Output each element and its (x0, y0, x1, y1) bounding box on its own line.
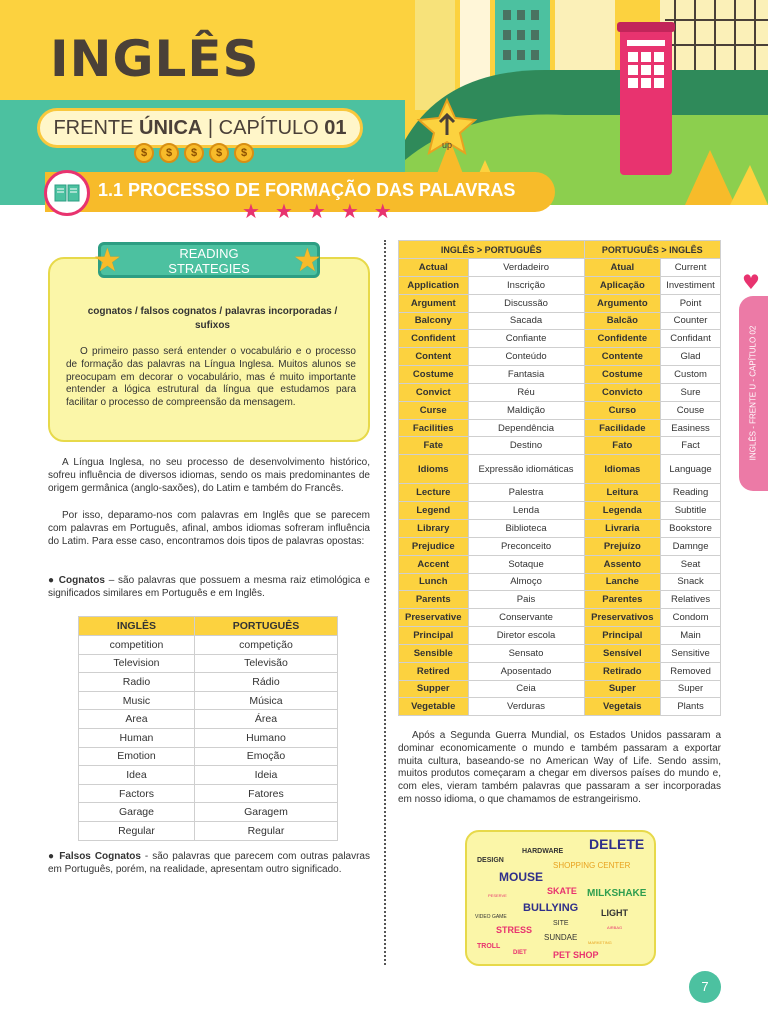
cell-pt-term: Legenda (584, 502, 661, 520)
table-row (399, 401, 721, 419)
cell-en-meaning: Dependência (468, 419, 584, 437)
cell-pt-meaning: Snack (661, 573, 721, 591)
cell-pt-meaning: Damnge (661, 537, 721, 555)
cell-pt-meaning: Fact (661, 437, 721, 455)
cell-pt-term: Assento (584, 555, 661, 573)
cloud-word: AIRBAG (607, 925, 623, 930)
cell-en: Regular (79, 821, 195, 840)
cloud-word: DESIGN (477, 857, 504, 864)
cell-en-meaning: Discussão (468, 294, 584, 312)
cell-pt-term: Retirado (584, 662, 661, 680)
table-header-row (399, 241, 721, 259)
table-row (79, 784, 338, 803)
cloud-word: HARDWARE (522, 848, 564, 855)
cell-pt-term: Leitura (584, 484, 661, 502)
cloud-word: SKATE (547, 886, 577, 896)
cell-en-meaning: Preconceito (468, 537, 584, 555)
cell-pt: Televisão (194, 654, 337, 673)
cell-en-meaning: Verdadeiro (468, 259, 584, 277)
cloud-word: DELETE (589, 836, 645, 852)
table-row (399, 680, 721, 698)
table-row (399, 537, 721, 555)
cloud-word: DIET (513, 950, 527, 956)
table-row (79, 728, 338, 747)
cell-en-meaning: Conservante (468, 609, 584, 627)
cell-en-term: Legend (399, 502, 469, 520)
cell-en-meaning: Confiante (468, 330, 584, 348)
cell-pt: Humano (194, 728, 337, 747)
cell-pt-meaning: Custom (661, 366, 721, 384)
cell-en-term: Facilities (399, 419, 469, 437)
table-row (79, 803, 338, 822)
cell-en-term: Curse (399, 401, 469, 419)
paragraph-estrangeirismo: Após a Segunda Guerra Mundial, os Estados Unidos passaram a dominar economicamente o mundo e também passaram a exportar muita cultura, baseando-se no American Way of Life. Sendo assim, muitos produtos começaram a chegar em diversos países do mundo e, com eles, vieram também palavras que passaram a ser incorporadas em nosso idioma, o que chamamos de estrangeirismo. (398, 730, 721, 805)
cell-en-term: Supper (399, 680, 469, 698)
table-row (399, 662, 721, 680)
table-row (399, 555, 721, 573)
star-icon: ★ (373, 199, 392, 223)
cell-pt: Música (194, 691, 337, 710)
cloud-word: SUNDAE (544, 933, 578, 942)
cell-en-term: Prejudice (399, 537, 469, 555)
table-row (399, 591, 721, 609)
star-icon: ★ (93, 241, 122, 279)
cell-en-meaning: Destino (468, 437, 584, 455)
section-title: 1.1 PROCESSO DE FORMAÇÃO DAS PALAVRAS (98, 180, 516, 200)
cell-pt-term: Confidente (584, 330, 661, 348)
cell-pt: Garagem (194, 803, 337, 822)
cell-en-term: Confident (399, 330, 469, 348)
table-row (399, 348, 721, 366)
table-row (399, 330, 721, 348)
falsos-cognatos-text: - são palavras que parecem com outras palavras em Português, porém, na realidade, apresentam outro significado. (48, 851, 370, 875)
table-row (399, 698, 721, 716)
cell-en-meaning: Palestra (468, 484, 584, 502)
cell-en-meaning: Sotaque (468, 555, 584, 573)
cell-en-term: Principal (399, 627, 469, 645)
cognates-table (78, 616, 338, 841)
cell-en-term: Fate (399, 437, 469, 455)
column-header: PORTUGUÊS (194, 617, 337, 636)
ribbon-line-1: READING (179, 246, 239, 261)
table-row (399, 627, 721, 645)
cell-pt-term: Idiomas (584, 455, 661, 484)
cell-pt-term: Principal (584, 627, 661, 645)
frente-chapter-pill (37, 108, 363, 148)
cloud-word: SITE (553, 920, 569, 927)
cell-en-term: Application (399, 276, 469, 294)
cell-en-meaning: Ceia (468, 680, 584, 698)
paragraph-cognates-intro: Por isso, deparamo-nos com palavras em Inglês que se parecem com palavras em Português, afinal, ambos idiomas sofreram influência do Latim. Para esse caso, encontramos dois tipos de palavras opostas: (48, 510, 370, 547)
table-row (79, 673, 338, 692)
table-row (79, 636, 338, 655)
column-header: INGLÊS (79, 617, 195, 636)
cell-en: Factors (79, 784, 195, 803)
cell-pt-meaning: Main (661, 627, 721, 645)
cloud-word: MILKSHAKE (587, 888, 647, 899)
table-row (399, 276, 721, 294)
cell-en-term: Argument (399, 294, 469, 312)
cell-pt: Fatores (194, 784, 337, 803)
cell-pt-meaning: Seat (661, 555, 721, 573)
cell-pt-term: Contente (584, 348, 661, 366)
cell-en: Television (79, 654, 195, 673)
cell-en: Idea (79, 766, 195, 785)
frente-bold: ÚNICA (139, 117, 203, 139)
cell-pt: competição (194, 636, 337, 655)
table-row (79, 821, 338, 840)
cell-pt-meaning: Point (661, 294, 721, 312)
cell-en-meaning: Biblioteca (468, 519, 584, 537)
cell-en-term: Costume (399, 366, 469, 384)
decorative-stars (242, 201, 392, 221)
table-row (399, 294, 721, 312)
cell-pt-meaning: Current (661, 259, 721, 277)
coin-icon: $ (209, 143, 229, 163)
coin-row (134, 143, 254, 163)
table-row (399, 573, 721, 591)
cell-en-term: Parents (399, 591, 469, 609)
cell-pt-term: Facilidade (584, 419, 661, 437)
cloud-word: VIDEO GAME (475, 914, 507, 920)
book-icon (44, 170, 90, 216)
cell-en-meaning: Maldição (468, 401, 584, 419)
cell-pt-term: Livraria (584, 519, 661, 537)
column-header: PORTUGUÊS > INGLÊS (584, 241, 720, 259)
coin-icon: $ (134, 143, 154, 163)
cognatos-definition (48, 575, 370, 601)
cell-en-meaning: Almoço (468, 573, 584, 591)
cell-pt-term: Convicto (584, 383, 661, 401)
table-row (399, 259, 721, 277)
table-row (399, 484, 721, 502)
word-cloud (465, 830, 656, 966)
falsos-cognatos-definition (48, 851, 370, 877)
cell-en-term: Preservative (399, 609, 469, 627)
coin-icon: $ (159, 143, 179, 163)
cell-en-meaning: Conteúdo (468, 348, 584, 366)
cell-pt-meaning: Plants (661, 698, 721, 716)
cell-pt-term: Argumento (584, 294, 661, 312)
cell-en-term: Content (399, 348, 469, 366)
cell-pt-meaning: Language (661, 455, 721, 484)
table-row (399, 419, 721, 437)
table-row (399, 644, 721, 662)
cell-en: competition (79, 636, 195, 655)
cell-en-term: Convict (399, 383, 469, 401)
cell-en-meaning: Lenda (468, 502, 584, 520)
cell-en-term: Balcony (399, 312, 469, 330)
cloud-word: PESERVE (488, 893, 507, 898)
cell-en-meaning: Fantasia (468, 366, 584, 384)
cell-pt-term: Parentes (584, 591, 661, 609)
cloud-word: STRESS (496, 925, 533, 935)
reading-strategies-ribbon (98, 242, 320, 278)
cell-pt-term: Aplicação (584, 276, 661, 294)
table-row (399, 312, 721, 330)
table-row (79, 747, 338, 766)
star-icon: ★ (274, 199, 293, 223)
cell-pt-term: Prejuízo (584, 537, 661, 555)
table-row (79, 766, 338, 785)
cell-en-meaning: Verduras (468, 698, 584, 716)
cell-pt-term: Costume (584, 366, 661, 384)
cloud-word: SHOPPING CENTER (553, 861, 631, 870)
cell-en-meaning: Diretor escola (468, 627, 584, 645)
coin-icon: $ (234, 143, 254, 163)
cell-pt-term: Sensível (584, 644, 661, 662)
ribbon-line-2: STRATEGIES (168, 261, 250, 276)
heart-icon: ♥ (742, 270, 760, 294)
cloud-word: MOUSE (499, 870, 544, 884)
cell-pt-meaning: Confidant (661, 330, 721, 348)
cell-pt-term: Lanche (584, 573, 661, 591)
cell-pt-meaning: Super (661, 680, 721, 698)
cell-en: Garage (79, 803, 195, 822)
cell-en-term: Idioms (399, 455, 469, 484)
cloud-word: TROLL (477, 943, 501, 950)
cell-en: Emotion (79, 747, 195, 766)
coin-icon: $ (184, 143, 204, 163)
cognatos-term: ● Cognatos (48, 575, 105, 586)
cell-pt-meaning: Investiment (661, 276, 721, 294)
cell-pt-meaning: Glad (661, 348, 721, 366)
cell-pt-meaning: Easiness (661, 419, 721, 437)
star-icon: ★ (340, 199, 359, 223)
paragraph-history: A Língua Inglesa, no seu processo de desenvolvimento histórico, sofreu influência de diversos idiomas, sendo os mais predominantes de origem germânica (anglo-saxões), do Latim e também do Francês. (48, 457, 370, 494)
cell-pt-term: Fato (584, 437, 661, 455)
star-icon: ★ (293, 241, 322, 279)
cell-en-term: Retired (399, 662, 469, 680)
cell-en: Area (79, 710, 195, 729)
cell-en-meaning: Réu (468, 383, 584, 401)
cell-en-meaning: Sensato (468, 644, 584, 662)
subject-title: INGLÊS (50, 30, 260, 88)
column-header: INGLÊS > PORTUGUÊS (399, 241, 585, 259)
cell-pt-term: Vegetais (584, 698, 661, 716)
cell-en-meaning: Aposentado (468, 662, 584, 680)
false-cognates-table (398, 240, 721, 716)
table-row (79, 710, 338, 729)
cell-pt-term: Super (584, 680, 661, 698)
cell-en-term: Actual (399, 259, 469, 277)
table-row (399, 455, 721, 484)
cell-pt-term: Atual (584, 259, 661, 277)
cell-pt-term: Curso (584, 401, 661, 419)
falsos-cognatos-term: ● Falsos Cognatos (48, 851, 141, 862)
cell-en: Radio (79, 673, 195, 692)
cloud-word: MARKETING (588, 940, 612, 945)
cell-pt-meaning: Reading (661, 484, 721, 502)
frente-prefix: FRENTE (53, 117, 140, 139)
cell-en-term: Lecture (399, 484, 469, 502)
table-header-row (79, 617, 338, 636)
capitulo-prefix: | CAPÍTULO (202, 117, 325, 139)
cell-en-meaning: Sacada (468, 312, 584, 330)
cell-en-term: Library (399, 519, 469, 537)
cell-pt: Regular (194, 821, 337, 840)
capitulo-number: 01 (324, 117, 347, 139)
cell-pt: Ideia (194, 766, 337, 785)
cell-pt-meaning: Subtitle (661, 502, 721, 520)
reading-strategies-keywords: cognatos / falsos cognatos / palavras incorporadas / sufixos (87, 306, 338, 331)
cell-en-meaning: Inscrição (468, 276, 584, 294)
cell-en-term: Lunch (399, 573, 469, 591)
cell-pt-term: Balcão (584, 312, 661, 330)
cloud-word: BULLYING (523, 902, 579, 914)
table-row (399, 383, 721, 401)
cell-en-term: Vegetable (399, 698, 469, 716)
cell-en: Human (79, 728, 195, 747)
cell-pt-term: Preservativos (584, 609, 661, 627)
side-chapter-tab-label: INGLÊS - FRENTE U - CAPÍTULO 02 (748, 325, 758, 461)
page-number: 7 (689, 971, 721, 1003)
table-row (399, 519, 721, 537)
cell-pt: Área (194, 710, 337, 729)
cell-pt: Rádio (194, 673, 337, 692)
cell-pt-meaning: Relatives (661, 591, 721, 609)
column-divider (384, 240, 386, 965)
cell-en-term: Accent (399, 555, 469, 573)
star-icon: ★ (242, 199, 260, 223)
table-row (399, 366, 721, 384)
cell-pt-meaning: Counter (661, 312, 721, 330)
reading-strategies-body: O primeiro passo será entender o vocabulário e o processo de formação das palavras na Língua Inglesa. Muitos alunos se preocupam em decorar o vocabulário, mas é muito importante entender a lógica estrutural da língua que estudamos para facilitar o processo de compreensão da mensagem. (66, 346, 356, 409)
cognatos-text: – são palavras que possuem a mesma raiz etimológica e significados similares em Português e em Inglês. (48, 575, 370, 599)
table-row (399, 437, 721, 455)
cloud-word: PET SHOP (553, 950, 599, 960)
up-label: up (441, 140, 453, 150)
table-row (399, 502, 721, 520)
cell-pt-meaning: Removed (661, 662, 721, 680)
cell-pt-meaning: Sure (661, 383, 721, 401)
table-row (79, 691, 338, 710)
cell-en-meaning: Expressão idiomáticas (468, 455, 584, 484)
cloud-word: LIGHT (601, 908, 628, 918)
star-icon: ★ (307, 199, 326, 223)
cell-en-meaning: Pais (468, 591, 584, 609)
cell-pt-meaning: Condom (661, 609, 721, 627)
cell-en: Music (79, 691, 195, 710)
cell-pt-meaning: Sensitive (661, 644, 721, 662)
cell-pt: Emoção (194, 747, 337, 766)
table-row (79, 654, 338, 673)
cell-en-term: Sensible (399, 644, 469, 662)
cell-pt-meaning: Bookstore (661, 519, 721, 537)
table-row (399, 609, 721, 627)
cell-pt-meaning: Couse (661, 401, 721, 419)
